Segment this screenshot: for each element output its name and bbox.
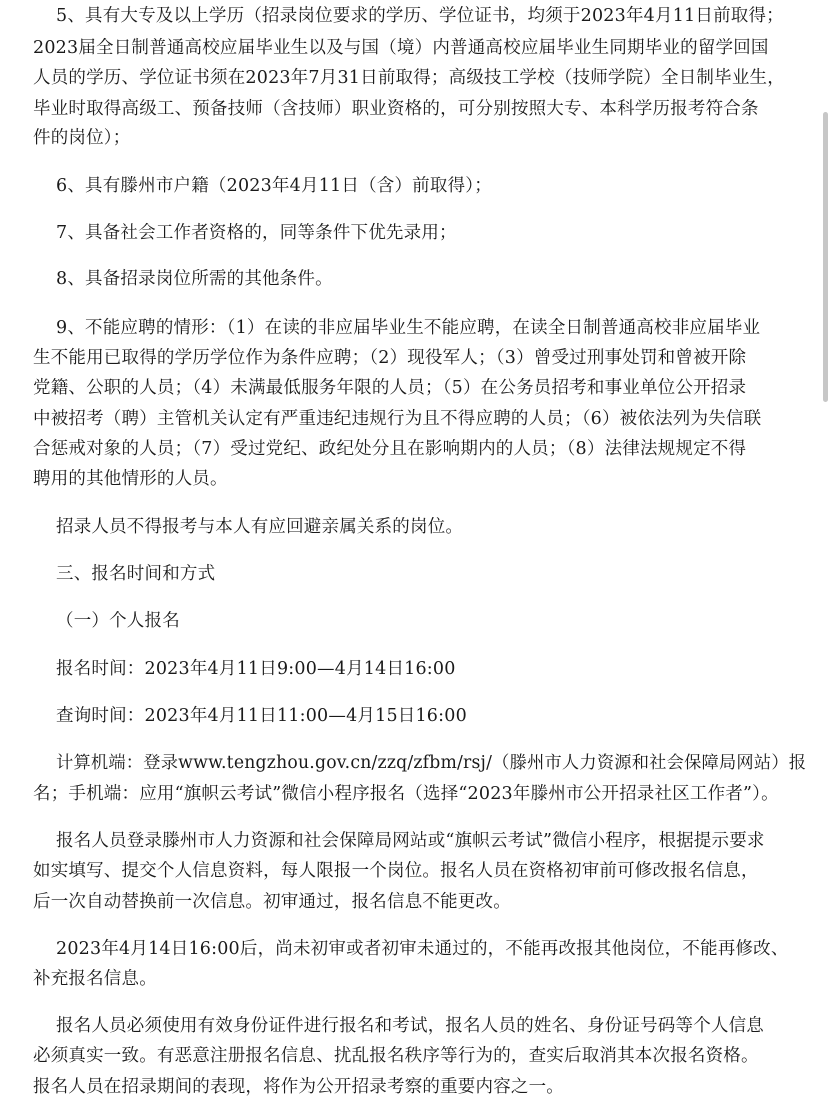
paragraph-line: 生不能用已取得的学历学位作为条件应聘；（2）现役军人；（3）曾受过刑事处罚和曾被开除 xyxy=(33,348,747,368)
query-time: 查询时间：2023年4月11日11:00—4月15日16:00 xyxy=(56,706,467,726)
paragraph-line: 人员的学历、学位证书须在2023年7月31日前取得；高级技工学校（技师学院）全日制毕业生， xyxy=(33,68,785,88)
paragraph-line: 报名人员登录滕州市人力资源和社会保障局网站或“旗帜云考试”微信小程序，根据提示要求 xyxy=(56,831,765,851)
paragraph-line: 报名人员在招录期间的表现，将作为公开招录考察的重要内容之一。 xyxy=(33,1077,564,1097)
paragraph-line: 2023年4月14日16:00后，尚未初审或者初审未通过的，不能再改报其他岗位，不能再修改、 xyxy=(56,939,789,959)
paragraph-line: 报名人员必须使用有效身份证件进行报名和考试，报名人员的姓名、身份证号码等个人信息 xyxy=(56,1016,764,1036)
paragraph-line: 招录人员不得报考与本人有应回避亲属关系的岗位。 xyxy=(56,517,464,537)
paragraph-line: 2023届全日制普通高校应届毕业生以及与国（境）内普通高校应届毕业生同期毕业的留学回国 xyxy=(33,38,769,58)
registration-time: 报名时间：2023年4月11日9:00—4月14日16:00 xyxy=(56,659,456,679)
paragraph-line: 党籍、公职的人员；（4）未满最低服务年限的人员；（5）在公务员招考和事业单位公开招录 xyxy=(33,378,747,398)
paragraph-line: 补充报名信息。 xyxy=(33,969,157,989)
paragraph-line: 5、具有大专及以上学历（招录岗位要求的学历、学位证书，均须于2023年4月11日前取得； xyxy=(56,6,784,26)
section-heading: 三、报名时间和方式 xyxy=(56,564,216,584)
paragraph-line: 合惩戒对象的人员；（7）受过党纪、政纪处分且在影响期内的人员；（8）法律法规规定不得 xyxy=(33,439,747,459)
paragraph-line: 件的岗位）； xyxy=(33,128,131,148)
paragraph-line: 必须真实一致。有恶意注册报名信息、扰乱报名秩序等行为的，查实后取消其本次报名资格。 xyxy=(33,1046,759,1066)
paragraph-line: 中被招考（聘）主管机关认定有严重违纪违规行为且不得应聘的人员；（6）被依法列为失信联 xyxy=(33,409,762,429)
scrollbar[interactable] xyxy=(823,112,828,402)
paragraph-line: 9、不能应聘的情形：（1）在读的非应届毕业生不能应聘，在读全日制普通高校非应届毕业 xyxy=(56,318,761,338)
paragraph-line: 7、具备社会工作者资格的，同等条件下优先录用； xyxy=(56,223,457,243)
paragraph-line: 毕业时取得高级工、预备技师（含技师）职业资格的，可分别按照大专、本科学历报考符合条 xyxy=(33,99,759,119)
paragraph-line: 聘用的其他情形的人员。 xyxy=(33,469,228,489)
paragraph-line: 计算机端：登录www.tengzhou.gov.cn/zzq/zfbm/rsj/（滕州市人力资源和社会保障局网站）报 xyxy=(56,753,807,773)
paragraph-line: 名；手机端：应用“旗帜云考试”微信小程序报名（选择“2023年滕州市公开招录社区工作者”）。 xyxy=(33,784,779,804)
paragraph-line: 后一次自动替换前一次信息。初审通过，报名信息不能更改。 xyxy=(33,892,511,912)
paragraph-line: 如实填写、提交个人信息资料，每人限报一个岗位。报名人员在资格初审前可修改报名信息， xyxy=(33,861,759,881)
paragraph-line: 6、具有滕州市户籍（2023年4月11日（含）前取得）； xyxy=(56,176,492,196)
subsection-heading: （一）个人报名 xyxy=(56,611,180,631)
paragraph-line: 8、具备招录岗位所需的其他条件。 xyxy=(56,269,333,289)
